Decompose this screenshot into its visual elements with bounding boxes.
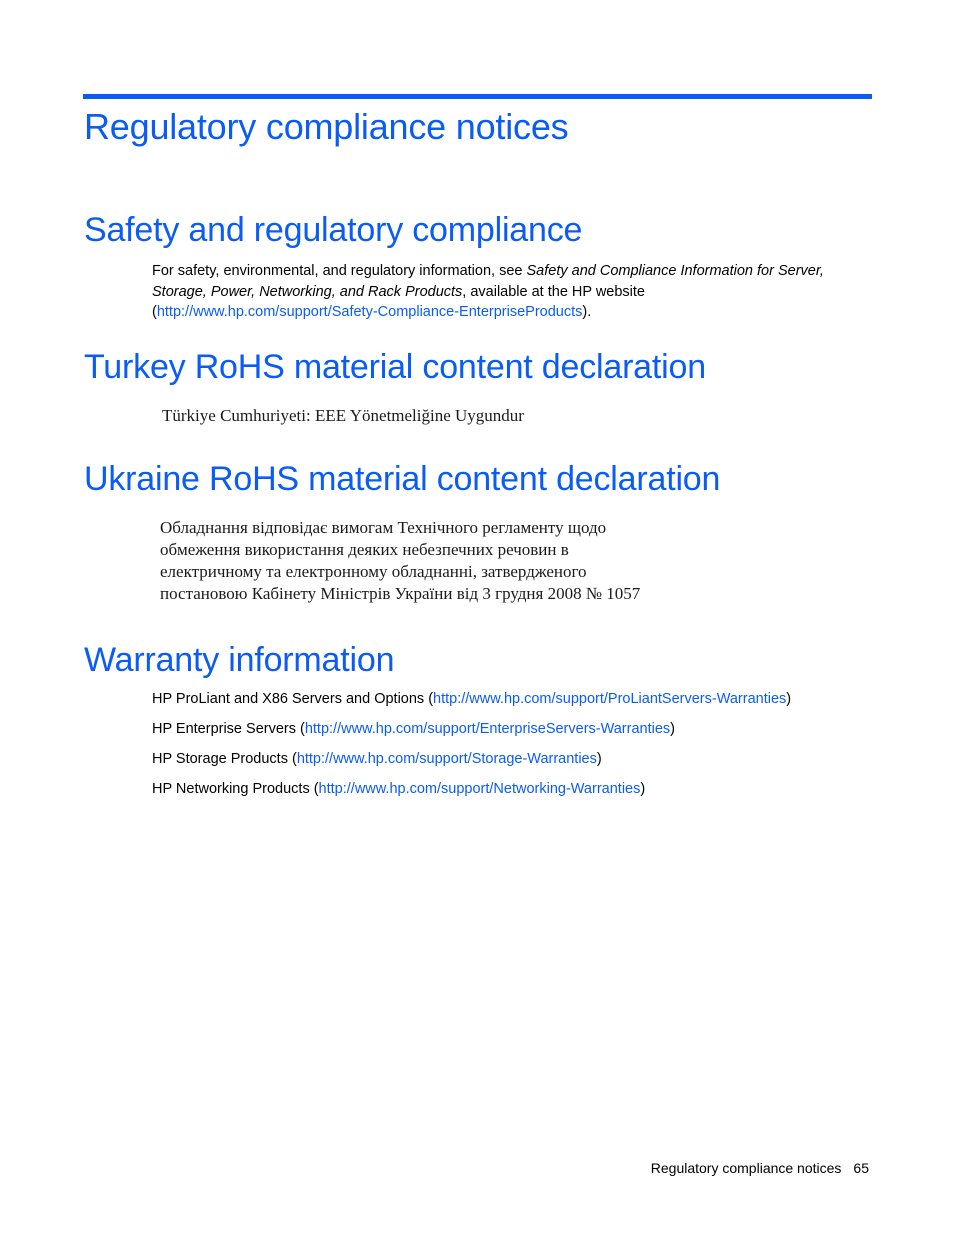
ukraine-heading: Ukraine RoHS material content declaration — [84, 460, 721, 498]
safety-close-paren: ). — [582, 304, 592, 320]
warranty-item-label: HP Storage Products ( — [152, 751, 297, 767]
safety-text-before: For safety, environmental, and regulatory information, see — [152, 263, 527, 279]
warranty-link-proliant[interactable]: http://www.hp.com/support/ProLiantServers-Warranties — [433, 691, 787, 707]
warranty-item-suffix: ) — [640, 781, 646, 797]
ukraine-declaration-line: електричному та електронному обладнанні, затвердженого — [160, 562, 587, 581]
footer-section-title: Regulatory compliance notices — [650, 1160, 842, 1176]
warranty-item-suffix: ) — [670, 721, 676, 737]
turkey-declaration: Türkiye Cumhuriyeti: EEE Yönetmeliğine Uygundur — [162, 406, 524, 425]
warranty-item-suffix: ) — [596, 751, 602, 767]
page-footer — [651, 1158, 869, 1178]
warranty-item-label: HP Networking Products ( — [152, 781, 319, 797]
warranty-item-storage — [152, 749, 791, 779]
ukraine-declaration — [160, 517, 720, 605]
warranty-link-enterprise-servers[interactable]: http://www.hp.com/support/EnterpriseServers-Warranties — [304, 721, 671, 737]
warranty-item-enterprise-servers — [152, 719, 791, 749]
safety-text-after: , available at the HP website — [462, 283, 645, 300]
turkey-heading: Turkey RoHS material content declaration — [84, 348, 706, 386]
warranty-link-networking[interactable]: http://www.hp.com/support/Networking-Warranties — [318, 781, 641, 797]
top-rule — [83, 94, 872, 99]
ukraine-declaration-line: Обладнання відповідає вимогам Технічного регламенту щодо — [160, 518, 607, 537]
safety-open-paren: ( — [152, 304, 157, 320]
warranty-item-proliant — [152, 689, 791, 719]
page-number: 65 — [853, 1160, 869, 1176]
ukraine-declaration-line: постановою Кабінету Міністрів України від 3 грудня 2008 № 1057 — [160, 584, 641, 603]
warranty-item-label: HP ProLiant and X86 Servers and Options ( — [152, 691, 434, 707]
ukraine-declaration-line: обмеження використання деяких небезпечних речовин в — [160, 540, 569, 559]
safety-compliance-link[interactable]: http://www.hp.com/support/Safety-Compliance-EnterpriseProducts — [156, 304, 583, 320]
warranty-list — [152, 689, 791, 809]
safety-heading: Safety and regulatory compliance — [84, 211, 583, 249]
page-title: Regulatory compliance notices — [84, 106, 569, 147]
warranty-item-networking — [152, 779, 791, 809]
warranty-item-label: HP Enterprise Servers ( — [152, 721, 305, 737]
safety-paragraph — [152, 261, 872, 323]
warranty-heading: Warranty information — [84, 641, 395, 679]
safety-doc-title: Safety and Compliance Information for Server, Storage, Power, Networking, and Rack Products — [152, 263, 824, 300]
warranty-item-suffix: ) — [786, 691, 792, 707]
warranty-link-storage[interactable]: http://www.hp.com/support/Storage-Warranties — [296, 751, 597, 767]
